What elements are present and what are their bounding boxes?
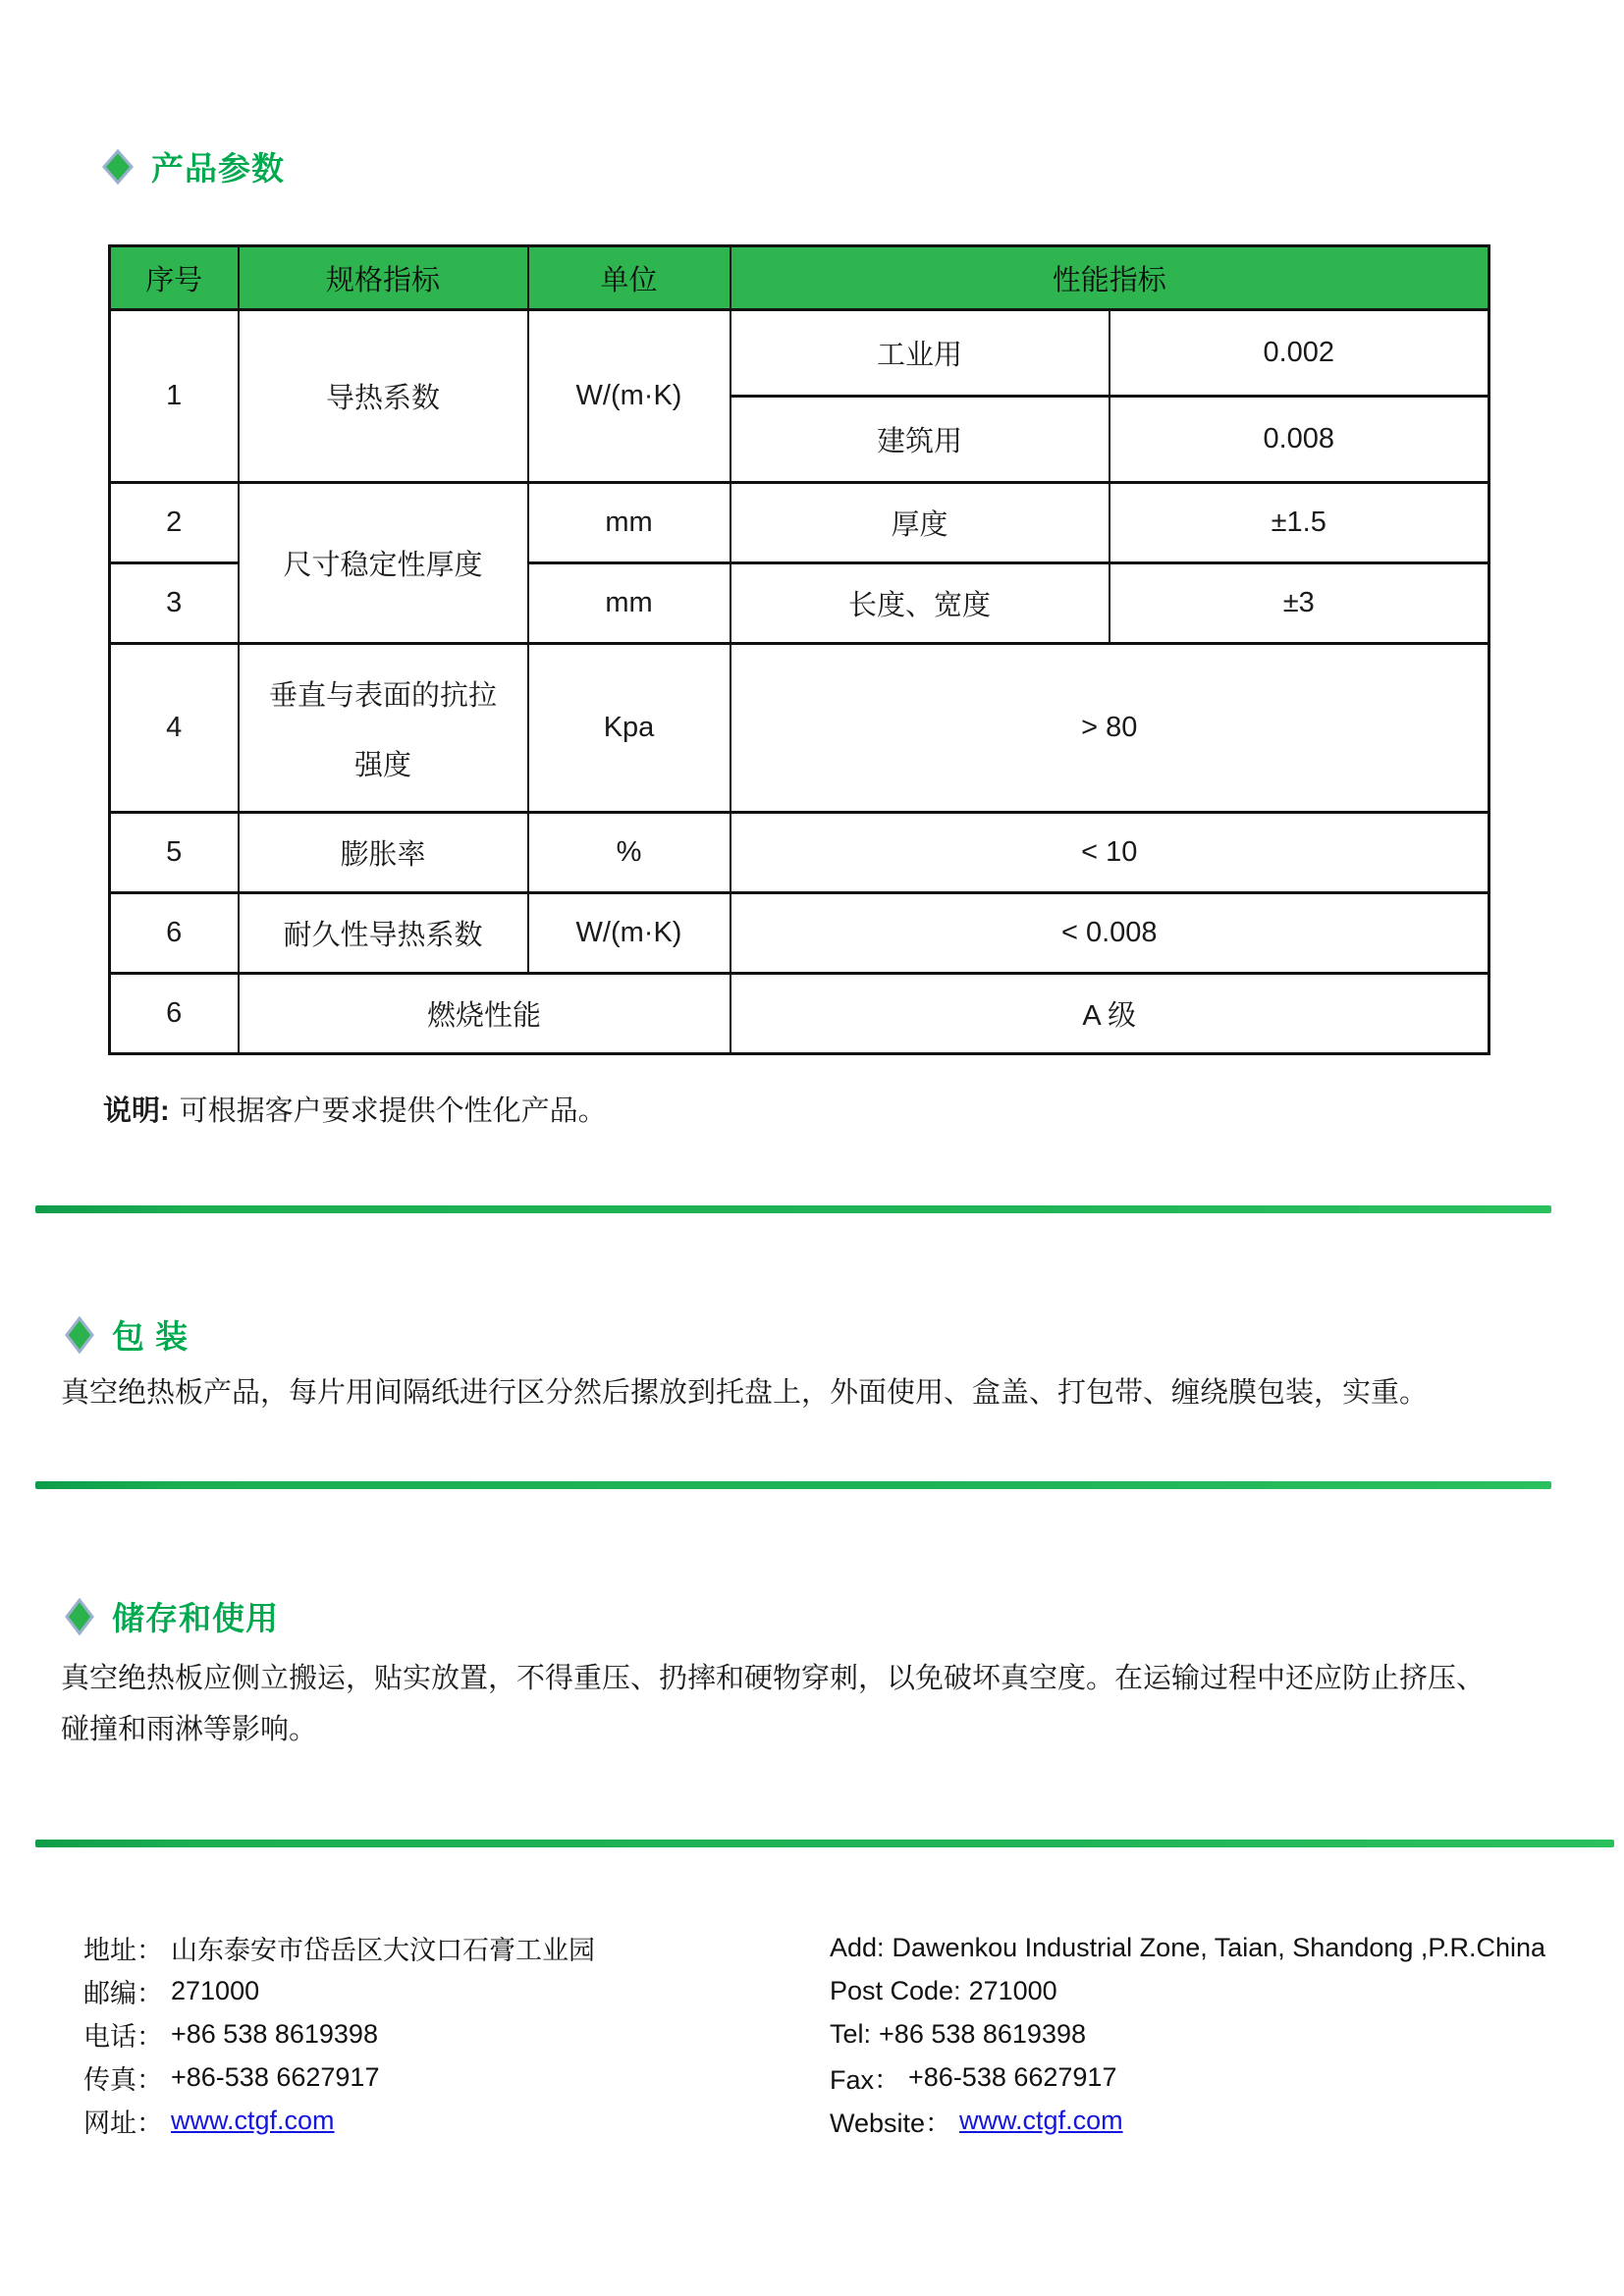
contact-row-address [83, 1926, 830, 1969]
table-row [110, 974, 1489, 1054]
cell-unit: W/(m·K) [528, 310, 731, 483]
website-label: 网址： [83, 2108, 163, 2138]
phone-label: 电话： [83, 2021, 163, 2052]
cell-spec: 膨胀率 [239, 813, 528, 893]
contact-row-fax-en [830, 2056, 1624, 2099]
contact-row-phone [83, 2012, 830, 2056]
cell-no: 5 [110, 813, 239, 893]
postcode-label-en: Post Code: [830, 1975, 961, 2005]
table-row [110, 310, 1489, 397]
section-divider [35, 1840, 1614, 1847]
header-cell-unit: 单位 [528, 246, 731, 310]
section-heading-storage [65, 1593, 1624, 1639]
contact-row-website-en [830, 2099, 1624, 2142]
cell-spec-line1: 垂直与表面的抗拉 [268, 679, 497, 712]
cell-spec: 燃烧性能 [239, 974, 731, 1054]
address-value: 山东泰安市岱岳区大汶口石膏工业园 [171, 1935, 595, 1965]
table-note [0, 1089, 1624, 1129]
table-header-row [110, 246, 1489, 310]
cell-no: 3 [110, 563, 239, 644]
cell-spec: 尺寸稳定性厚度 [239, 483, 528, 644]
storage-line-2: 碰撞和雨淋等影响。 [61, 1714, 318, 1745]
header-cell-spec: 规格指标 [239, 246, 528, 310]
cell-no: 1 [110, 310, 239, 483]
address-label: 地址： [83, 1935, 163, 1965]
contact-footer [0, 1926, 1624, 2142]
header-cell-perf: 性能指标 [731, 246, 1489, 310]
packaging-paragraph: 真空绝热板产品，每片用间隔纸进行区分然后摞放到托盘上，外面使用、盒盖、打包带、缠绕膜包装，实重。 [61, 1377, 1429, 1409]
cell-spec-line2: 强度 [353, 749, 411, 781]
cell-no: 6 [110, 893, 239, 974]
section-heading-params [102, 143, 1624, 189]
cell-spec [239, 644, 528, 813]
contact-row-website [83, 2099, 830, 2142]
section-title-packaging: 包 装 [112, 1318, 189, 1355]
cell-perf-value: ±3 [1110, 563, 1489, 644]
table-row [110, 644, 1489, 813]
section-divider [35, 1481, 1551, 1489]
table-row [110, 813, 1489, 893]
contact-row-fax [83, 2056, 830, 2099]
cell-unit: Kpa [528, 644, 731, 813]
phone-label-en: Tel: [830, 2018, 872, 2049]
fax-label-en: Fax： [830, 2064, 901, 2095]
cell-perf-value: 0.002 [1110, 310, 1489, 397]
phone-value-en: +86 538 8619398 [879, 2018, 1086, 2049]
fax-value-en: +86-538 6627917 [908, 2061, 1117, 2092]
diamond-icon [102, 149, 134, 185]
cell-spec: 耐久性导热系数 [239, 893, 528, 974]
cell-perf-value: < 0.008 [731, 893, 1489, 974]
cell-perf-value: > 80 [731, 644, 1489, 813]
product-params-table [108, 244, 1490, 1055]
cell-unit: W/(m·K) [528, 893, 731, 974]
diamond-icon [65, 1316, 94, 1354]
website-link-en[interactable]: www.ctgf.com [959, 2105, 1123, 2135]
contact-column-en [830, 1926, 1624, 2142]
note-text: 可根据客户要求提供个性化产品。 [179, 1095, 607, 1127]
cell-perf-value: 0.008 [1110, 397, 1489, 483]
postcode-value: 271000 [171, 1975, 260, 2005]
fax-label: 传真： [83, 2064, 163, 2095]
cell-spec: 导热系数 [239, 310, 528, 483]
cell-perf-value: < 10 [731, 813, 1489, 893]
diamond-icon [65, 1598, 94, 1635]
cell-perf-name: 建筑用 [731, 397, 1110, 483]
website-link[interactable]: www.ctgf.com [171, 2105, 335, 2135]
cell-no: 6 [110, 974, 239, 1054]
cell-no: 4 [110, 644, 239, 813]
contact-row-postcode-en [830, 1969, 1624, 2012]
phone-value: +86 538 8619398 [171, 2018, 378, 2049]
section-title-storage: 储存和使用 [112, 1600, 279, 1636]
contact-row-postcode [83, 1969, 830, 2012]
cell-perf-name: 工业用 [731, 310, 1110, 397]
contact-row-address-en [830, 1926, 1624, 1969]
header-cell-no: 序号 [110, 246, 239, 310]
cell-perf-name: 长度、宽度 [731, 563, 1110, 644]
cell-no: 2 [110, 483, 239, 563]
website-label-en: Website： [830, 2108, 952, 2138]
contact-column-cn [83, 1926, 830, 2142]
address-label-en: Add: [830, 1932, 885, 1962]
section-title-params: 产品参数 [151, 150, 285, 187]
section-divider [35, 1205, 1551, 1213]
section-heading-packaging [65, 1311, 1624, 1358]
storage-line-1: 真空绝热板应侧立搬运，贴实放置，不得重压、扔摔和硬物穿刺，以免破坏真空度。在运输过程中还应防止挤压、 [61, 1663, 1486, 1694]
address-value-en: Dawenkou Industrial Zone, Taian, Shandong ,P.R.China [892, 1932, 1545, 1962]
storage-paragraph [0, 1659, 1624, 1749]
table-row [110, 893, 1489, 974]
cell-perf-value: A 级 [731, 974, 1489, 1054]
cell-unit: mm [528, 483, 731, 563]
cell-perf-value: ±1.5 [1110, 483, 1489, 563]
postcode-value-en: 271000 [968, 1975, 1057, 2005]
fax-value: +86-538 6627917 [171, 2061, 380, 2092]
cell-unit: % [528, 813, 731, 893]
postcode-label: 邮编： [83, 1978, 163, 2008]
cell-unit: mm [528, 563, 731, 644]
note-label: 说明: [103, 1095, 170, 1127]
contact-row-phone-en [830, 2012, 1624, 2056]
table-row [110, 483, 1489, 563]
cell-perf-name: 厚度 [731, 483, 1110, 563]
